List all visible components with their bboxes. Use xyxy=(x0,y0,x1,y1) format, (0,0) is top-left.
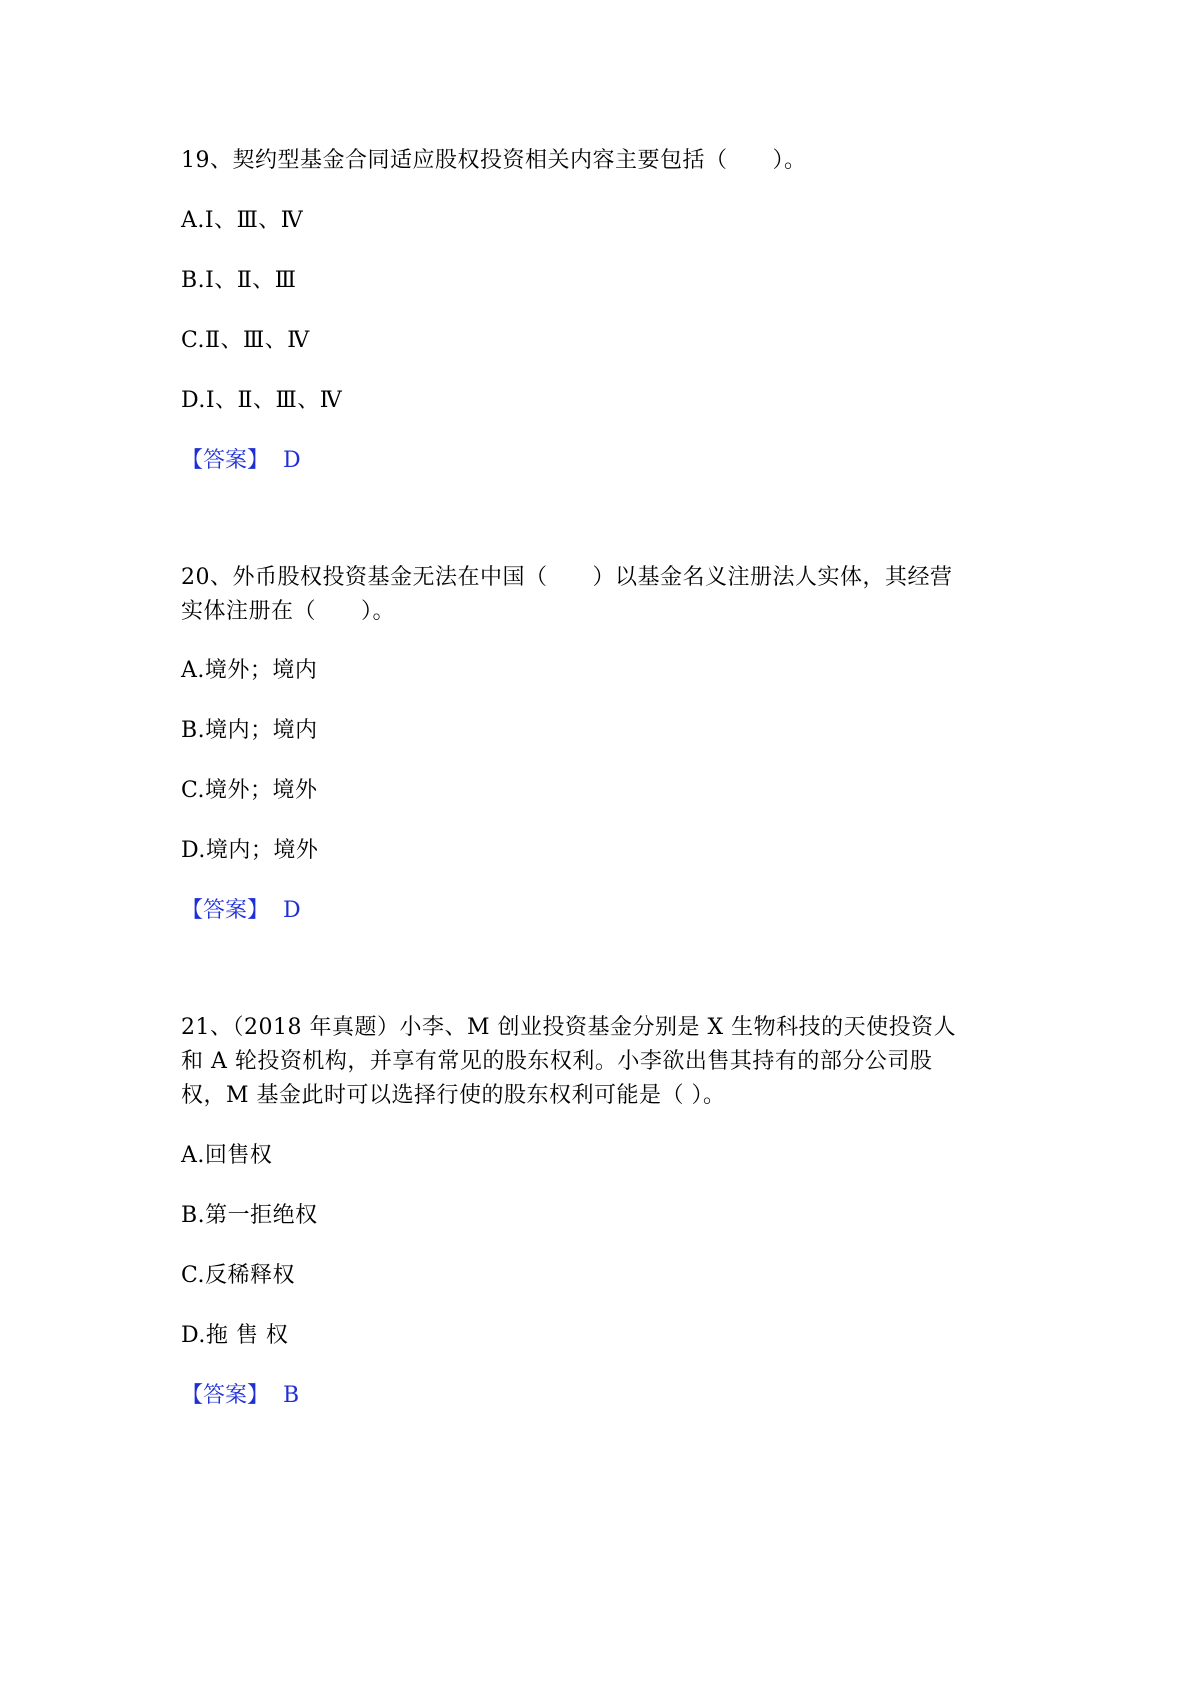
question-21-option-b: B.第一拒绝权 xyxy=(181,1203,318,1228)
answer-label: 【答案】 xyxy=(181,898,270,923)
answer-value: D xyxy=(283,898,301,923)
question-21-stem-line-3: 权，M 基金此时可以选择行使的股东权利可能是（ ）。 xyxy=(181,1083,726,1108)
question-20-option-b: B.境内；境内 xyxy=(181,718,318,743)
question-21-option-a: A.回售权 xyxy=(181,1143,273,1168)
answer-label: 【答案】 xyxy=(181,448,270,473)
question-20-option-a: A.境外；境内 xyxy=(181,658,318,683)
question-20-option-d: D.境内；境外 xyxy=(181,838,319,863)
question-21-stem-line-1: 21、（2018 年真题）小李、M 创业投资基金分别是 X 生物科技的天使投资人 xyxy=(181,1015,957,1040)
question-19-option-b: B.Ⅰ、Ⅱ、Ⅲ xyxy=(181,268,297,293)
question-19-option-d: D.Ⅰ、Ⅱ、Ⅲ、Ⅳ xyxy=(181,388,343,413)
answer-value: B xyxy=(283,1383,300,1408)
question-19-answer xyxy=(181,446,301,476)
question-20-option-c: C.境外；境外 xyxy=(181,778,318,803)
question-21-option-c: C.反稀释权 xyxy=(181,1263,296,1288)
question-21-stem-line-2: 和 A 轮投资机构，并享有常见的股东权利。小李欲出售其持有的部分公司股 xyxy=(181,1049,933,1074)
answer-value: D xyxy=(283,448,301,473)
question-21-answer xyxy=(181,1381,299,1411)
answer-label: 【答案】 xyxy=(181,1383,270,1408)
question-19-option-a: A.Ⅰ、Ⅲ、Ⅳ xyxy=(181,208,304,233)
question-20-stem-line-1: 20、外币股权投资基金无法在中国（ ）以基金名义注册法人实体，其经营 xyxy=(181,565,953,590)
question-19-stem-line-1: 19、契约型基金合同适应股权投资相关内容主要包括（ ）。 xyxy=(181,148,807,173)
question-20-stem-line-2: 实体注册在（ ）。 xyxy=(181,599,396,624)
question-21-option-d: D.拖 售 权 xyxy=(181,1323,289,1348)
question-19-option-c: C.Ⅱ、Ⅲ、Ⅳ xyxy=(181,328,310,353)
question-20-answer xyxy=(181,896,301,926)
